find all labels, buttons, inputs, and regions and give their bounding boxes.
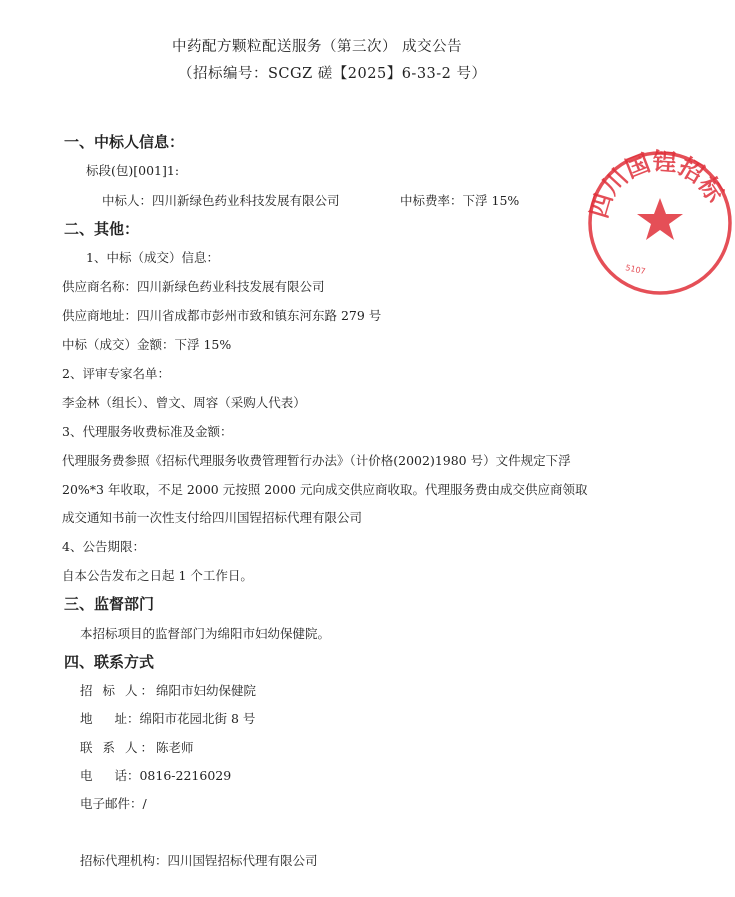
item-period: 4、公告期限：	[62, 539, 145, 554]
email-row	[80, 796, 147, 812]
seal-text: 四川国锃招标	[585, 148, 730, 222]
fee-line-1: 代理服务费参照《招标代理服务收费管理暂行办法》（计价格(2002)1980 号）文件规定下浮	[62, 453, 571, 468]
document-subtitle: （招标编号：SCGZ 磋【2025】6-33-2 号）	[178, 66, 487, 82]
address-value: 绵阳市花园北街 8 号	[139, 711, 256, 726]
phone-value: 0816-2216029	[139, 768, 232, 783]
fee-line-3: 成交通知书前一次性支付给四川国锃招标代理有限公司	[62, 510, 363, 525]
award-amount: 中标（成交）金额：下浮 15%	[62, 337, 232, 352]
lot-label: 标段(包)[001]1:	[86, 163, 180, 178]
winner-label: 中标人：	[102, 193, 153, 208]
supplier-address: 供应商地址：四川省成都市彭州市致和镇东河东路 279 号	[62, 308, 382, 323]
period-text: 自本公告发布之日起 1 个工作日。	[62, 568, 253, 583]
expert-list: 李金林（组长）、曾文、周容（采购人代表）	[62, 395, 306, 410]
email-value: /	[142, 796, 147, 811]
item-fee: 3、代理服务收费标准及金额：	[62, 424, 233, 439]
section-heading-other: 二、其他：	[64, 220, 140, 238]
section-heading-contact: 四、联系方式	[64, 653, 155, 671]
tenderer-row	[80, 683, 256, 699]
phone-row	[80, 768, 231, 784]
tenderer-value: 绵阳市妇幼保健院	[155, 683, 256, 698]
contact-row	[80, 740, 193, 756]
supervision-text: 本招标项目的监督部门为绵阳市妇幼保健院。	[80, 626, 331, 641]
winner-name: 四川新绿色药业科技发展有限公司	[152, 193, 340, 208]
item-experts: 2、评审专家名单：	[62, 366, 170, 381]
winner-row	[102, 193, 340, 209]
document-title: 中药配方颗粒配送服务（第三次） 成交公告	[172, 39, 463, 55]
seal-star-icon	[637, 198, 683, 240]
address-row	[80, 711, 255, 727]
item-award-info: 1、中标（成交）信息：	[86, 250, 219, 265]
contact-value: 陈老师	[155, 740, 194, 755]
section-heading-winner: 一、中标人信息：	[64, 133, 185, 151]
rate-value: 下浮 15%	[462, 193, 520, 208]
company-seal-stamp	[585, 148, 735, 298]
address-label: 地 址：	[80, 711, 140, 726]
rate-label: 中标费率：	[400, 193, 463, 208]
email-label: 电子邮件：	[80, 796, 143, 811]
tenderer-label: 招 标 人：	[80, 683, 156, 698]
supplier-name: 供应商名称：四川新绿色药业科技发展有限公司	[62, 279, 325, 294]
rate-row	[400, 193, 519, 209]
contact-label: 联 系 人：	[80, 740, 156, 755]
agency-line: 招标代理机构：四川国锃招标代理有限公司	[80, 853, 318, 868]
seal-code: 5107	[624, 263, 647, 277]
fee-line-2: 20%*3 年收取，不足 2000 元按照 2000 元向成交供应商收取。代理服务费由成交供应商领取	[62, 482, 588, 497]
section-heading-supervision: 三、监督部门	[64, 595, 155, 613]
phone-label: 电 话：	[80, 768, 140, 783]
